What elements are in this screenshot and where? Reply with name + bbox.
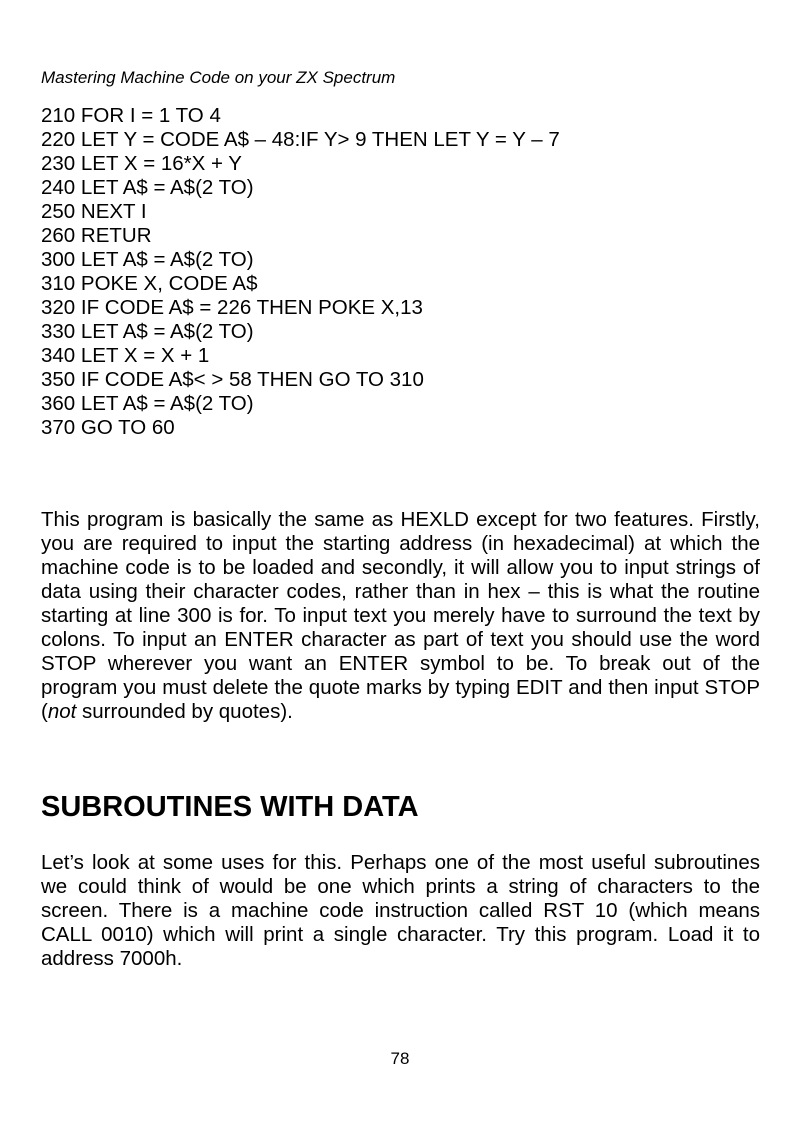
program-description-paragraph bbox=[41, 508, 760, 724]
code-line: 220 LET Y = CODE A$ – 48:IF Y> 9 THEN LET Y = Y – 7 bbox=[41, 128, 560, 151]
code-line: 260 RETUR bbox=[41, 224, 152, 247]
emphasis-text: not bbox=[47, 700, 77, 723]
code-line: 240 LET A$ = A$(2 TO) bbox=[41, 176, 254, 199]
code-line: 350 IF CODE A$< > 58 THEN GO TO 310 bbox=[41, 368, 424, 391]
code-listing bbox=[41, 104, 761, 440]
code-line: 330 LET A$ = A$(2 TO) bbox=[41, 320, 254, 343]
running-head: Mastering Machine Code on your ZX Spectrum bbox=[41, 68, 396, 87]
paragraph-text: surrounded by quotes). bbox=[76, 700, 293, 723]
code-line: 230 LET X = 16*X + Y bbox=[41, 152, 242, 175]
code-line: 360 LET A$ = A$(2 TO) bbox=[41, 392, 254, 415]
code-line: 250 NEXT I bbox=[41, 200, 147, 223]
subroutines-paragraph: Let’s look at some uses for this. Perhaps one of the most useful subroutines we could think of would be one which prints a string of characters to the screen. There is a machine code instruction called RST 10 (which means CALL 0010) which will print a single character. Try this program. Load it to address 7000h. bbox=[41, 851, 760, 970]
paragraph-text: This program is basically the same as HEXLD except for two features. Firstly, you are required to input the starting address (in hexadecimal) at which the machine code is to be loaded and secondly, it will allow you to input strings of data using their character codes, rather than in hex – this is what the routine starting at line 300 is for. To input text you merely have to surround the text by colons. To input an ENTER character as part of text you should use the word STOP wherever you want an ENTER symbol to be. To break out of the program you must delete the quote marks by typing EDIT and then input STOP ( bbox=[41, 508, 760, 723]
code-line: 320 IF CODE A$ = 226 THEN POKE X,13 bbox=[41, 296, 423, 319]
code-line: 210 FOR I = 1 TO 4 bbox=[41, 104, 221, 127]
code-line: 300 LET A$ = A$(2 TO) bbox=[41, 248, 254, 271]
code-line: 340 LET X = X + 1 bbox=[41, 344, 210, 367]
code-line: 370 GO TO 60 bbox=[41, 416, 175, 439]
section-heading: SUBROUTINES WITH DATA bbox=[41, 791, 419, 823]
code-line: 310 POKE X, CODE A$ bbox=[41, 272, 258, 295]
page-number: 78 bbox=[390, 1049, 410, 1068]
